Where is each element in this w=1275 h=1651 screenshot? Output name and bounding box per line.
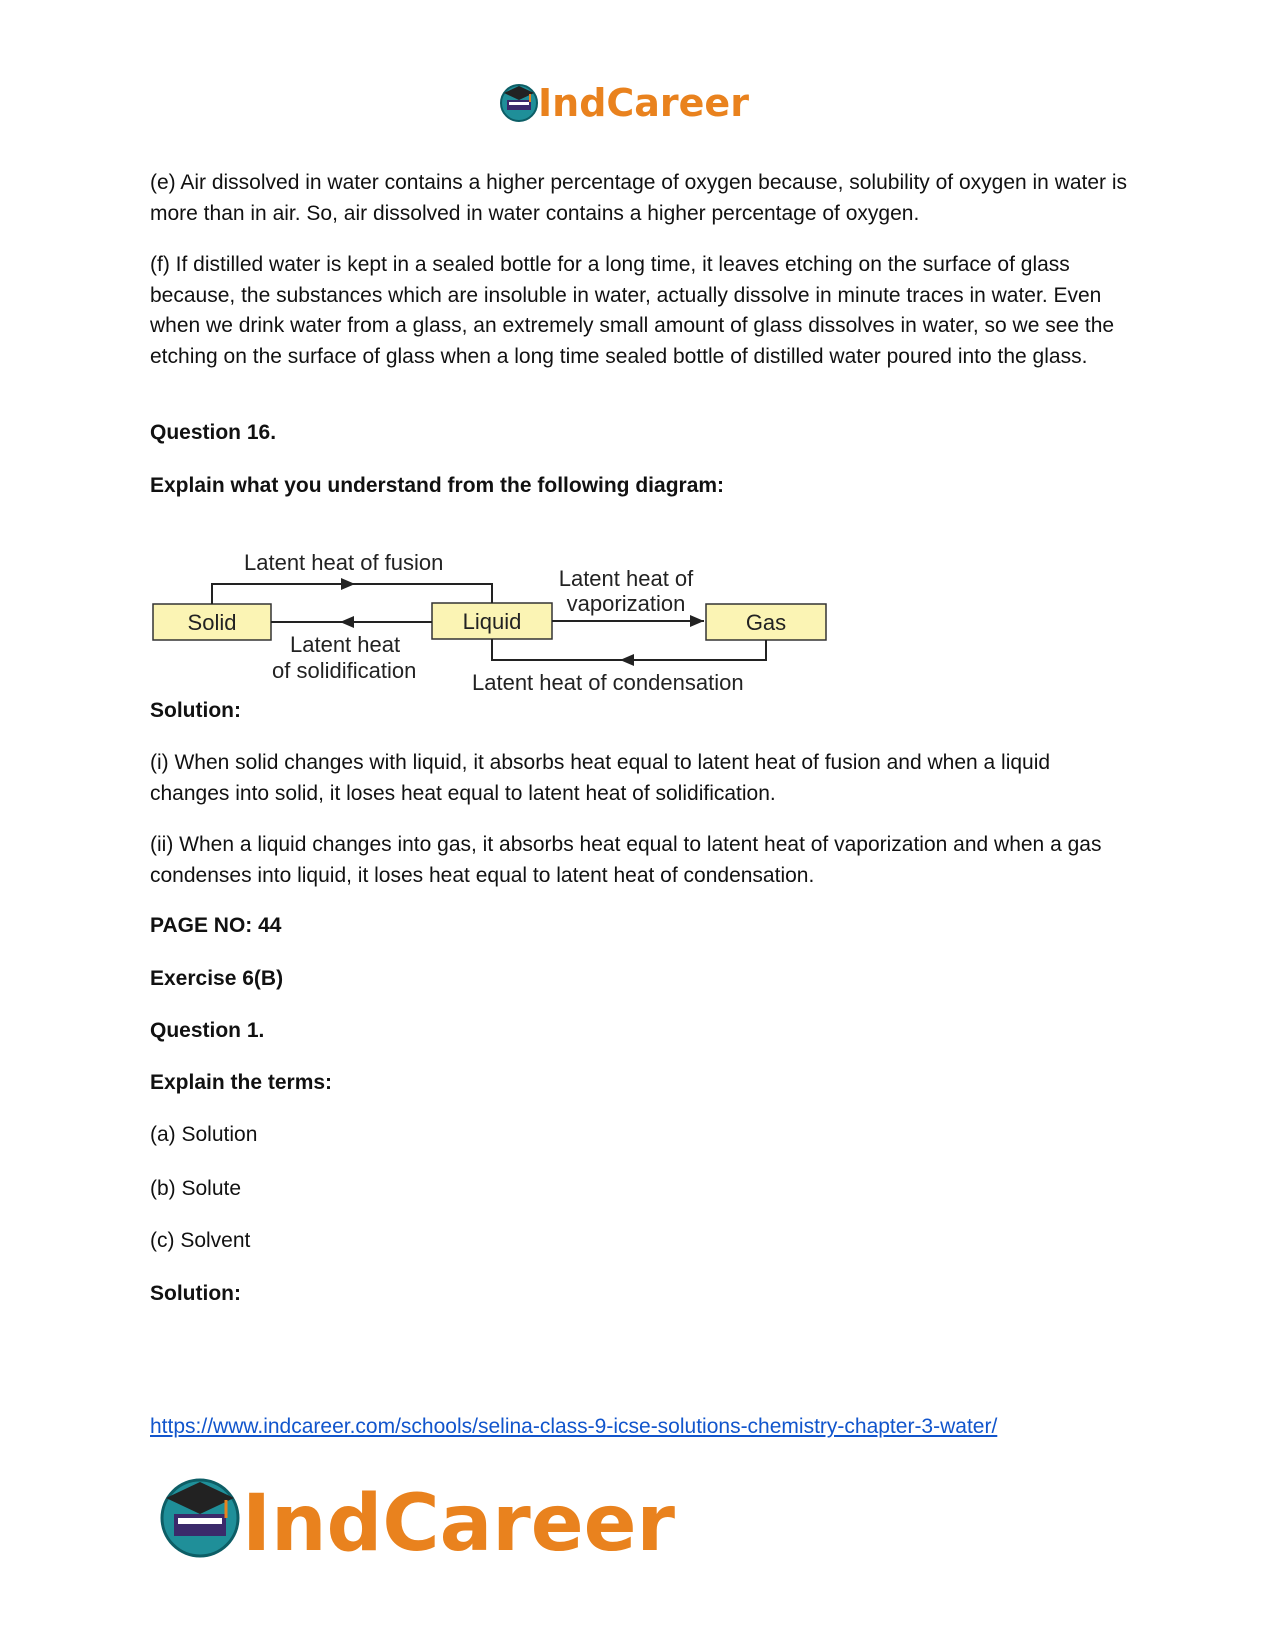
indcareer-logo-bottom xyxy=(160,1470,700,1570)
condensation-label: Latent heat of condensation xyxy=(472,670,744,695)
solidification-label-1: Latent heat xyxy=(290,632,401,657)
vaporization-label-2: vaporization xyxy=(566,591,686,616)
solution-heading-1: Solution: xyxy=(150,699,241,722)
paragraph-ii: (ii) When a liquid changes into gas, it absorbs heat equal to latent heat of vaporization and when a gas condenses into liquid, it loses heat equal to latent heat of condensation. xyxy=(150,833,1102,887)
exercise-heading: Exercise 6(B) xyxy=(150,967,284,990)
indcareer-logo-top xyxy=(500,78,780,128)
graduation-cap-icon xyxy=(501,85,537,121)
question-1-heading: Question 1. xyxy=(150,1019,265,1042)
gas-label: Gas xyxy=(745,610,787,635)
state-change-diagram xyxy=(150,548,840,708)
paragraph-e: (e) Air dissolved in water contains a higher percentage of oxygen because, solubility of oxygen in water is more than in air. So, air dissolved in water contains a higher percentage of oxygen. xyxy=(150,171,1128,225)
question-16-heading: Question 16. xyxy=(150,421,277,444)
logo-wordmark: IndCareer xyxy=(242,1479,675,1569)
solidification-label-2: of solidification xyxy=(272,658,417,683)
paragraph-f: (f) If distilled water is kept in a sealed bottle for a long time, it leaves etching on the surface of glass because, the substances which are insoluble in water, actually dissolve in minute traces in water. Even when we drink water from a glass, an extremely small amount of glass dissolves in water, so we see the etching on the surface of glass when a long time sealed bottle of distilled water poured into the glass. xyxy=(150,253,1115,368)
term-b: (b) Solute xyxy=(150,1177,242,1200)
paragraph-i: (i) When solid changes with liquid, it absorbs heat equal to latent heat of fusion and when a liquid changes into solid, it loses heat equal to latent heat of solidification. xyxy=(150,751,1051,805)
page-number-heading: PAGE NO: 44 xyxy=(150,914,282,937)
liquid-label: Liquid xyxy=(462,609,522,634)
solution-heading-2: Solution: xyxy=(150,1282,241,1305)
term-c: (c) Solvent xyxy=(150,1229,251,1252)
condensation-arrow xyxy=(492,639,766,660)
fusion-label: Latent heat of fusion xyxy=(244,550,444,575)
source-link[interactable]: https://www.indcareer.com/schools/selina-class-9-icse-solutions-chemistry-chapter-3-water/ xyxy=(150,1415,998,1438)
fusion-arrow xyxy=(212,584,492,604)
vaporization-label-1: Latent heat of xyxy=(558,566,694,591)
solid-label: Solid xyxy=(187,610,237,635)
logo-wordmark: IndCareer xyxy=(538,81,749,125)
question-16-text: Explain what you understand from the following diagram: xyxy=(150,474,725,497)
question-1-text: Explain the terms: xyxy=(150,1071,333,1094)
graduation-cap-icon xyxy=(162,1480,238,1556)
term-a: (a) Solution xyxy=(150,1123,258,1146)
